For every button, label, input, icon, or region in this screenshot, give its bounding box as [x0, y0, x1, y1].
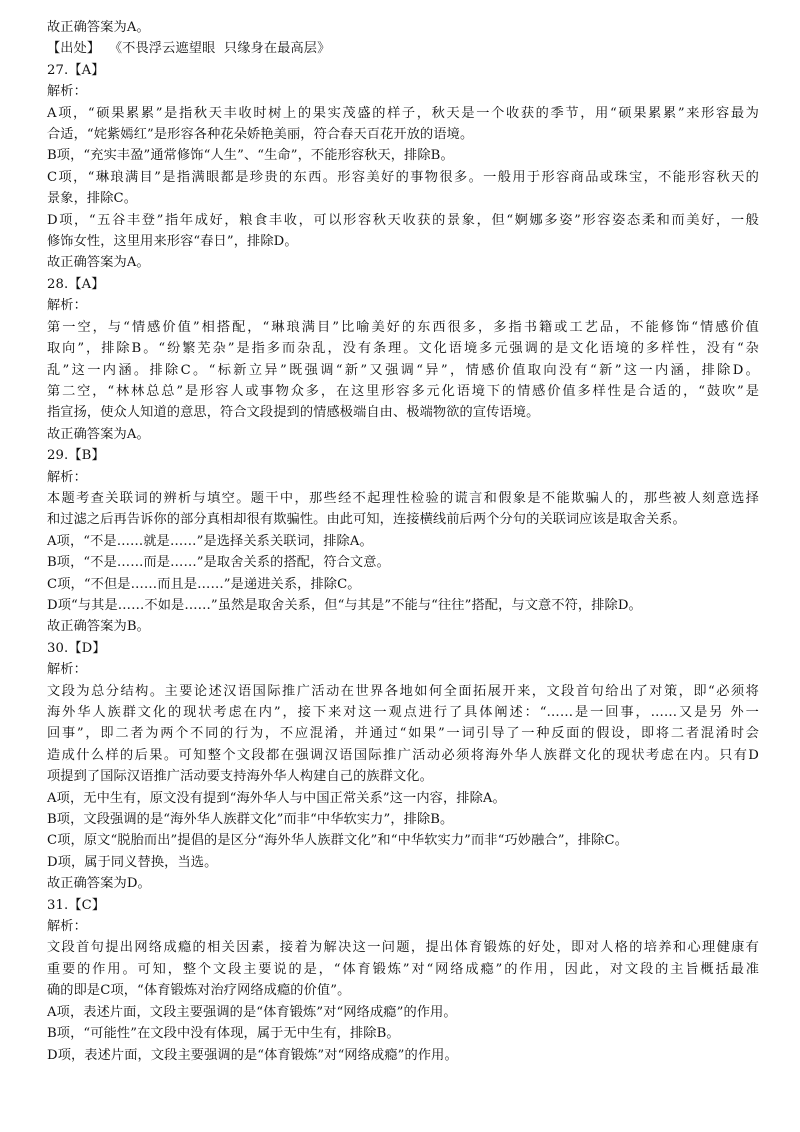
answer-line: 故正确答案为A。 [47, 255, 150, 271]
source-line: 【出处】 《不畏浮云遮望眼 只缘身在最高层》 [47, 41, 331, 57]
text-line: 项提到了国际汉语推广活动要支持海外华人构建自己的族群文化。 [47, 769, 433, 785]
text-line: D项，“五谷丰登”指年成好，粮食丰收，可以形容秋天收获的景象，但“婀娜多姿”形容姿态柔和而美好，一般 [47, 212, 759, 228]
text-line: D项，表述片面，文段主要强调的是“体育锻炼”对“网络成瘾”的作用。 [47, 1047, 458, 1063]
text-line: 本题考查关联词的辨析与填空。题干中，那些经不起理性检验的谎言和假象是不能欺骗人的，那些被人刻意选择 [47, 490, 759, 506]
question-number: 30.【D】 [47, 640, 106, 656]
analysis-label: 解析： [47, 919, 87, 935]
text-line: 故正确答案为A。 [47, 20, 150, 35]
text-line: 确的即是C项，“体育锻炼对治疗网络成瘾的价值”。 [47, 983, 351, 999]
text-line: C项，“不但是……而且是……”是递进关系，排除C。 [47, 576, 361, 592]
text-line: 修饰女性，这里用来形容“春日”，排除D。 [47, 234, 298, 250]
answer-line: 故正确答案为B。 [47, 619, 150, 635]
text-line: 造成什么样的后果。可知整个文段都在强调汉语国际推广活动必须将海外华人族群文化的现状考虑在内。只有D [47, 747, 759, 763]
text-line: 文段首句提出网络成瘾的相关因素，接着为解决这一问题，提出体育锻炼的好处，即对人格的培养和心理健康有 [47, 940, 759, 956]
answer-line: 故正确答案为D。 [47, 876, 151, 892]
text-line: C项，原文“脱胎而出”提倡的是区分“海外华人族群文化”和“中华软实力”而非“巧妙融合”，排除C。 [47, 833, 628, 849]
text-line: 和过滤之后再告诉你的部分真相却很有欺骗性。由此可知，连接横线前后两个分句的关联词应该是取舍关系。 [47, 512, 686, 528]
analysis-label: 解析： [47, 84, 87, 100]
text-line: 合适，“姹紫嫣红”是形容各种花朵娇艳美丽，符合春天百花开放的语境。 [47, 127, 474, 143]
text-line: C项，“琳琅满目”是指满眼都是珍贵的东西。形容美好的事物很多。一般用于形容商品或珠宝，不能形容秋天的 [47, 169, 759, 185]
analysis-label: 解析： [47, 298, 87, 314]
text-line: 第二空，“林林总总”是形容人或事物众多，在这里形容多元化语境下的情感价值多样性是合适的，“鼓吹”是 [47, 383, 759, 399]
document-page [47, 17, 759, 1066]
text-line: A项，“硕果累累”是指秋天丰收时树上的果实茂盛的样子，秋天是一个收获的季节，用“硕果累累”来形容最为 [47, 105, 759, 121]
text-line: A项，无中生有，原文没有提到“海外华人与中国正常关系”这一内容，排除A。 [47, 790, 506, 806]
text-line: B项，“充实丰盈”通常修饰“人生”、“生命”，不能形容秋天，排除B。 [47, 148, 454, 164]
question-number: 27.【A】 [47, 62, 105, 78]
text-line: 重要的作用。可知，整个文段主要说的是，“体育锻炼”对“网络成瘾”的作用，因此，对文段的主旨概括最准 [47, 961, 759, 977]
text-line: 回事”，即二者为两个不同的行为，不应混淆，并通过“如果”一词引导了一种反面的假设，即将二者混淆时会 [47, 726, 759, 742]
text-line: 取向”，排除B。“纷繁芜杂”是指多而杂乱，没有条理。文化语境多元强调的是文化语境的多样性，没有“杂 [47, 341, 759, 357]
text-line: D项，属于同义替换，当选。 [47, 854, 218, 870]
text-line: 海外华人族群文化的现状考虑在内”，接下来对这一观点进行了具体阐述：“……是一回事，……又是另 外一 [47, 705, 759, 720]
text-line: D项“与其是……不如是……”虽然是取舍关系，但“与其是”不能与“往往”搭配，与文意不符，排除D。 [47, 597, 642, 613]
text-line: B项，“不是……而是……”是取舍关系的搭配，符合文意。 [47, 555, 390, 571]
question-number: 29.【B】 [47, 448, 105, 464]
text-line: B项，文段强调的是“海外华人族群文化”而非“中华软实力”，排除B。 [47, 812, 454, 828]
text-line: 指宣扬，使众人知道的意思，符合文段提到的情感极端自由、极端物欲的宣传语境。 [47, 405, 540, 421]
text-line: A项，表述片面，文段主要强调的是“体育锻炼”对“网络成瘾”的作用。 [47, 1004, 457, 1020]
text-line: 第一空，与“情感价值”相搭配，“琳琅满目”比喻美好的东西很多，多指书籍或工艺品，不能修饰“情感价值 [47, 319, 759, 335]
question-number: 28.【A】 [47, 276, 105, 292]
text-line: 文段为总分结构。主要论述汉语国际推广活动在世界各地如何全面拓展开来，文段首句给出了对策，即“必须将 [47, 683, 759, 699]
answer-line: 故正确答案为A。 [47, 426, 150, 442]
analysis-label: 解析： [47, 662, 87, 678]
question-number: 31.【C】 [47, 897, 106, 913]
text-line: 乱”这一内涵。排除C。“标新立异”既强调“新”又强调“异”，情感价值取向没有“新”这一内涵，排除D。 [47, 362, 759, 378]
text-line: B项，“可能性”在文段中没有体现，属于无中生有，排除B。 [47, 1026, 400, 1042]
text-line: A项，“不是……就是……”是选择关系关联词，排除A。 [47, 533, 373, 549]
analysis-label: 解析： [47, 469, 87, 485]
text-line: 景象，排除C。 [47, 191, 138, 207]
